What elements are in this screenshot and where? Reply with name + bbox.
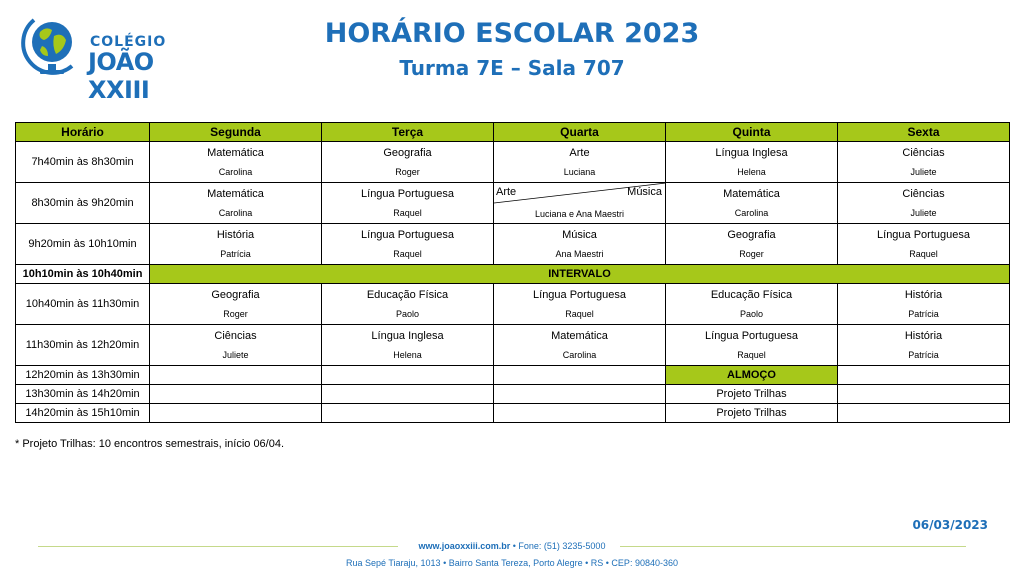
header-horario: Horário: [16, 123, 150, 142]
teacher: Raquel: [393, 249, 422, 259]
empty-cell: [494, 404, 666, 423]
header-quinta: Quinta: [666, 123, 838, 142]
class-cell: [150, 142, 322, 183]
empty-cell: [322, 404, 494, 423]
document-date: 06/03/2023: [912, 518, 988, 532]
subject: Geografia: [727, 229, 776, 241]
empty-cell: [494, 385, 666, 404]
teacher: Roger: [223, 309, 248, 319]
table-row: [16, 284, 1010, 325]
subject: Geografia: [383, 147, 432, 159]
class-cell: [838, 325, 1010, 366]
break-row: [16, 265, 1010, 284]
split-class-cell: [494, 183, 666, 224]
teacher: Raquel: [393, 208, 422, 218]
class-cell: [494, 142, 666, 183]
class-cell: [322, 224, 494, 265]
teacher: Luciana: [563, 167, 596, 177]
footer-phone: • Fone: (51) 3235-5000: [512, 541, 606, 551]
table-row: [16, 142, 1010, 183]
subject-b: Música: [627, 186, 662, 198]
teacher: Juliete: [910, 208, 937, 218]
lunch-cell: ALMOÇO: [666, 366, 838, 385]
logo-line2: JOÃO XXIII: [88, 48, 154, 104]
empty-cell: [494, 366, 666, 385]
teacher: Ana Maestri: [555, 249, 604, 259]
teacher: Raquel: [565, 309, 594, 319]
teacher: Helena: [737, 167, 766, 177]
class-cell: [322, 142, 494, 183]
table-row: [16, 224, 1010, 265]
class-cell: [838, 284, 1010, 325]
table-row: [16, 325, 1010, 366]
teacher: Raquel: [909, 249, 938, 259]
time-cell: 7h40min às 8h30min: [16, 142, 150, 183]
empty-cell: [838, 366, 1010, 385]
teacher: Juliete: [910, 167, 937, 177]
class-cell: Projeto Trilhas: [666, 385, 838, 404]
teacher: Luciana e Ana Maestri: [534, 209, 625, 219]
class-cell: [838, 142, 1010, 183]
class-cell: [322, 284, 494, 325]
time-cell: 12h20min às 13h30min: [16, 366, 150, 385]
class-cell: [150, 284, 322, 325]
table-row: [16, 183, 1010, 224]
subject: Arte: [569, 147, 590, 159]
class-cell: [666, 224, 838, 265]
subject: Língua Portuguesa: [705, 330, 798, 342]
page-title: HORÁRIO ESCOLAR 2023: [324, 18, 700, 49]
class-cell: [666, 284, 838, 325]
header-segunda: Segunda: [150, 123, 322, 142]
empty-cell: [150, 404, 322, 423]
header-sexta: Sexta: [838, 123, 1010, 142]
subject: Língua Portuguesa: [877, 229, 970, 241]
class-cell: [494, 325, 666, 366]
class-cell: [666, 325, 838, 366]
teacher: Carolina: [734, 208, 769, 218]
empty-cell: [838, 404, 1010, 423]
subject: Matemática: [207, 188, 264, 200]
subject: Língua Portuguesa: [533, 289, 626, 301]
subject: Matemática: [207, 147, 264, 159]
teacher: Carolina: [218, 208, 253, 218]
class-cell: [666, 142, 838, 183]
schedule-table: [15, 122, 1010, 423]
subject: Ciências: [902, 147, 945, 159]
class-cell: [494, 284, 666, 325]
time-cell: 8h30min às 9h20min: [16, 183, 150, 224]
subject: Geografia: [211, 289, 260, 301]
teacher: Carolina: [562, 350, 597, 360]
teacher: Roger: [395, 167, 420, 177]
subject: Educação Física: [366, 289, 449, 301]
teacher: Raquel: [737, 350, 766, 360]
footer-address: Rua Sepé Tiaraju, 1013 • Bairro Santa Tereza, Porto Alegre • RS • CEP: 90840-360: [346, 558, 678, 568]
empty-cell: [322, 366, 494, 385]
time-cell: 10h10min às 10h40min: [16, 265, 150, 284]
time-cell: 11h30min às 12h20min: [16, 325, 150, 366]
class-cell: [322, 325, 494, 366]
table-row: [16, 366, 1010, 385]
time-cell: 9h20min às 10h10min: [16, 224, 150, 265]
subject: Ciências: [214, 330, 257, 342]
teacher: Patrícia: [220, 249, 251, 259]
teacher: Paolo: [739, 309, 764, 319]
subject: Matemática: [551, 330, 608, 342]
subject: Educação Física: [710, 289, 793, 301]
footnote: * Projeto Trilhas: 10 encontros semestrais, início 06/04.: [15, 438, 285, 450]
subject: Língua Inglesa: [715, 147, 788, 159]
teacher: Helena: [393, 350, 422, 360]
subject: História: [216, 229, 255, 241]
page-subtitle: Turma 7E – Sala 707: [399, 56, 625, 80]
teacher: Patrícia: [908, 350, 939, 360]
class-cell: [150, 183, 322, 224]
class-cell: [838, 183, 1010, 224]
teacher: Paolo: [395, 309, 420, 319]
class-cell: [322, 183, 494, 224]
teacher: Patrícia: [908, 309, 939, 319]
teacher: Juliete: [222, 350, 249, 360]
subject: Língua Portuguesa: [361, 188, 454, 200]
class-cell: [150, 224, 322, 265]
subject: Ciências: [902, 188, 945, 200]
footer-website[interactable]: www.joaoxxiii.com.br: [418, 541, 511, 551]
teacher: Roger: [739, 249, 764, 259]
empty-cell: [150, 366, 322, 385]
empty-cell: [150, 385, 322, 404]
class-cell: [494, 224, 666, 265]
header-quarta: Quarta: [494, 123, 666, 142]
teacher: Carolina: [218, 167, 253, 177]
table-header-row: [16, 123, 1010, 142]
subject: Língua Portuguesa: [361, 229, 454, 241]
logo-line1: COLÉGIO: [90, 34, 167, 50]
subject-a: Arte: [496, 186, 517, 198]
subject: História: [904, 330, 943, 342]
time-cell: 10h40min às 11h30min: [16, 284, 150, 325]
subject: Língua Inglesa: [371, 330, 444, 342]
class-cell: Projeto Trilhas: [666, 404, 838, 423]
subject: História: [904, 289, 943, 301]
break-label: INTERVALO: [150, 265, 1010, 284]
subject: Música: [562, 229, 597, 241]
table-row: [16, 404, 1010, 423]
footer-contact: [0, 541, 1024, 551]
subject: Matemática: [723, 188, 780, 200]
header-terca: Terça: [322, 123, 494, 142]
empty-cell: [322, 385, 494, 404]
class-cell: [666, 183, 838, 224]
time-cell: 13h30min às 14h20min: [16, 385, 150, 404]
empty-cell: [838, 385, 1010, 404]
time-cell: 14h20min às 15h10min: [16, 404, 150, 423]
class-cell: [838, 224, 1010, 265]
table-row: [16, 385, 1010, 404]
class-cell: [150, 325, 322, 366]
